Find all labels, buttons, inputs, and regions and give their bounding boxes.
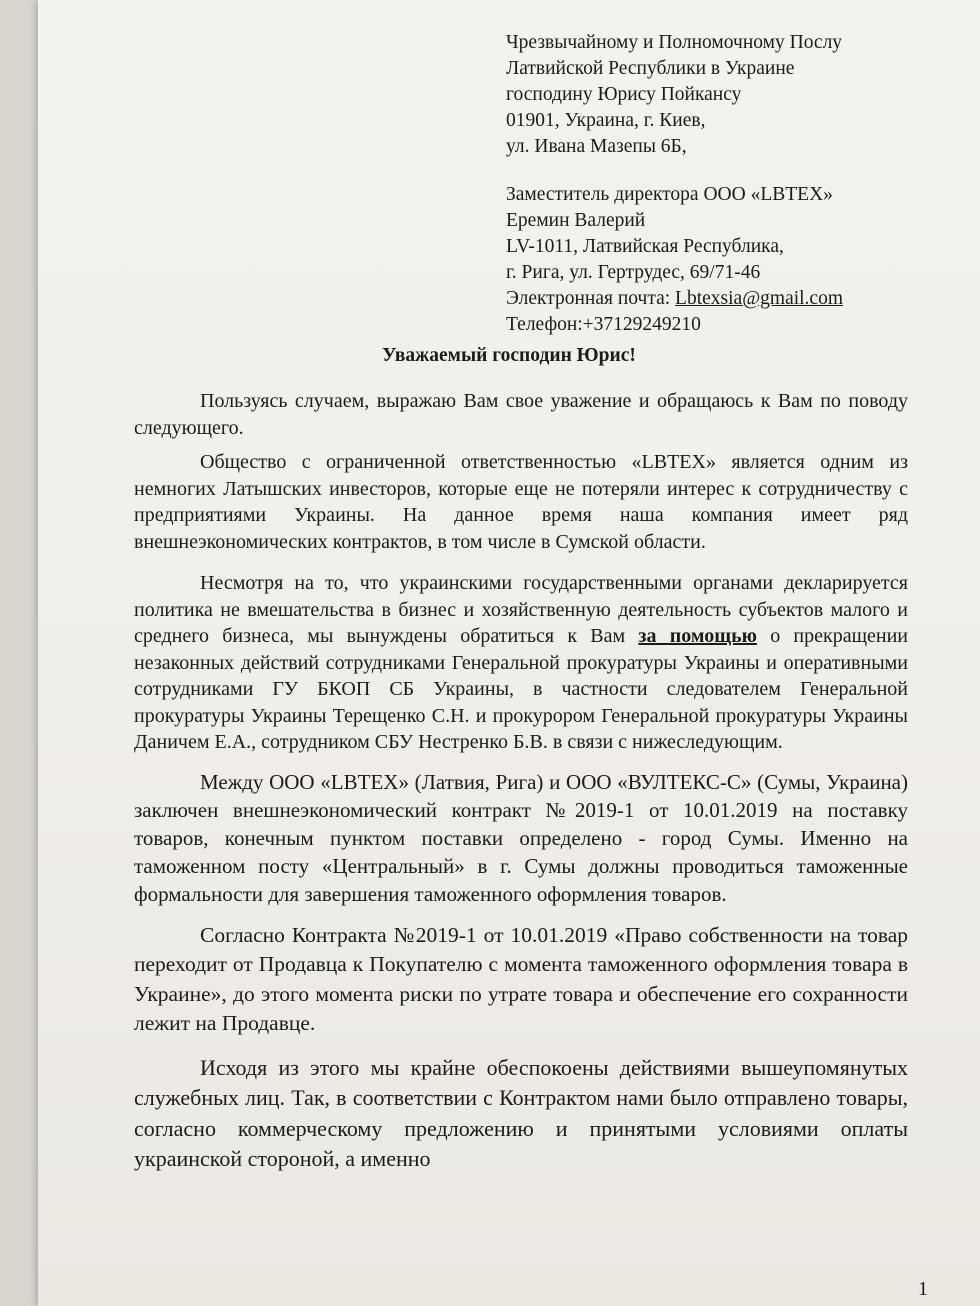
paragraph-3-end: о прекращении незаконных действий сотрудниками Генеральной прокуратуры Украины и оперативными сотрудниками ГУ БКОП СБ Украины, в частности следователем Генеральной прокуратуры Украины Терещенко С.Н. и прокурором Генеральной прокуратуры Украины Даничем Е.А., сотрудником СБУ Нестренко Б.В. в связи с нижеследующим.	[134, 625, 908, 753]
email-address[interactable]: Lbtexsia@gmail.com	[675, 288, 844, 309]
recipient-line-3: господину Юрису Пойкансу	[506, 84, 742, 105]
sender-email-line	[506, 286, 946, 312]
paragraph-6: Исходя из этого мы крайне обеспокоены действиями вышеупомянутых служебных лиц. Так, в соответствии с Контрактом нами было отправлено товары, согласно коммерческому предложению и принятыми условиями оплаты украинской стороной, а именно	[134, 1054, 908, 1171]
email-label: Электронная почта:	[506, 288, 676, 309]
page-number: 1	[918, 1278, 928, 1300]
recipient-line-4: 01901, Украина, г. Киев,	[506, 110, 706, 131]
sender-line-2: Еремин Валерий	[506, 210, 646, 231]
sender-line-1: Заместитель директора ООО «LBTEX»	[506, 184, 833, 205]
emphasis-request-help: за помощью	[638, 625, 757, 647]
recipient-line-1: Чрезвычайному и Полномочному Послу	[506, 32, 843, 53]
paragraph-3	[134, 570, 908, 756]
recipient-line-5: ул. Ивана Мазепы 6Б,	[506, 136, 687, 157]
sender-line-3: LV-1011, Латвийская Республика,	[506, 236, 784, 257]
salutation: Уважаемый господин Юрис!	[382, 345, 636, 366]
paragraph-3-start: Несмотря на то, что украинскими государственными органами декларируется политика не вмешательства в бизнес и хозяйственную деятельность субъектов малого и среднего бизнеса, мы вынуждены обратиться к Вам	[134, 572, 908, 647]
address-block	[506, 30, 946, 338]
sender-line-4: г. Рига, ул. Гертрудес, 69/71-46	[506, 262, 761, 283]
recipient-line-2: Латвийской Республики в Украине	[506, 58, 795, 79]
letter-page	[38, 0, 980, 1306]
paragraph-4: Между ООО «LBTEX» (Латвия, Рига) и ООО «ВУЛТЕКС-С» (Сумы, Украина) заключен внешнеэкономический контракт №2019-1 от 10.01.2019 на поставку товаров, конечным пунктом поставки определено - город Сумы. Именно на таможенном посту «Центральный» в г. Сумы должны проводиться таможенные формальности для завершения таможенного оформления товаров.	[134, 769, 908, 906]
paragraph-5: Согласно Контракта №2019-1 от 10.01.2019 «Право собственности на товар переходит от Продавца к Покупателю с момента таможенного оформления товара в Украине», до этого момента риски по утрате товара и обеспечение его сохранности лежит на Продавце.	[134, 922, 908, 1035]
paragraph-1: Пользуясь случаем, выражаю Вам свое уважение и обращаюсь к Вам по поводу следующего.	[134, 390, 908, 439]
paragraph-2: Общество с ограниченной ответственностью «LBTEX» является одним из немногих Латышских инвесторов, которые еще не потеряли интерес к сотрудничеству с предприятиями Украины. На данное время наша компания имеет ряд внешнеэкономических контрактов, в том числе в Сумской области.	[134, 451, 908, 553]
letter-body	[134, 388, 908, 1175]
sender-phone: Телефон:+37129249210	[506, 314, 701, 335]
